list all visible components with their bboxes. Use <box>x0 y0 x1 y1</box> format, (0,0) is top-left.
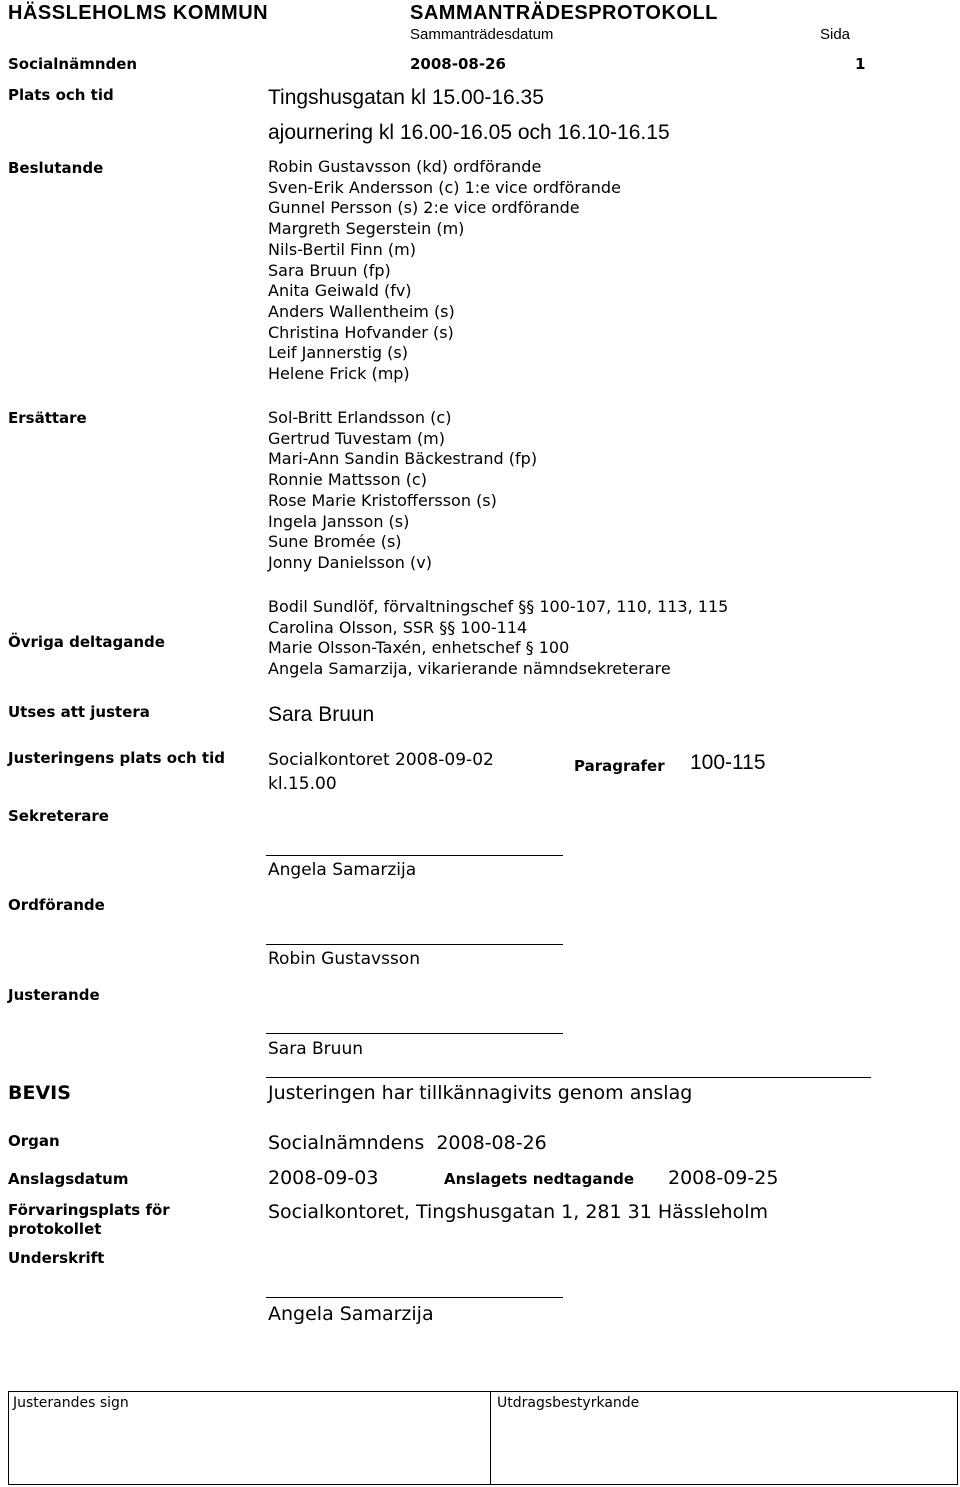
adjustment-place-time-line1: Socialkontoret 2008-09-02 <box>268 750 494 770</box>
list-item: Christina Hofvander (s) <box>268 322 454 342</box>
adjuster-signature-name: Sara Bruun <box>268 1039 363 1059</box>
place-time-line2: ajournering kl 16.00-16.05 och 16.10-16.15 <box>268 121 670 144</box>
list-item: Margreth Segerstein (m) <box>268 219 465 239</box>
list-item: Angela Samarzija, vikarierande nämndsekreterare <box>268 659 671 679</box>
list-item: Sol-Britt Erlandsson (c) <box>268 408 452 427</box>
document-type: SAMMANTRÄDESPROTOKOLL <box>410 2 718 24</box>
place-time-label: Plats och tid <box>8 86 114 104</box>
paragraphs-value: 100-115 <box>690 751 766 774</box>
substitutes-list <box>268 408 537 574</box>
chairman-signature-line <box>266 944 563 945</box>
chairman-name: Robin Gustavsson <box>268 949 420 969</box>
list-item: Nils-Bertil Finn (m) <box>268 239 416 259</box>
chairman-label: Ordförande <box>8 896 105 914</box>
paragraphs-label: Paragrafer <box>574 757 665 775</box>
page-number: 1 <box>855 55 866 73</box>
secretary-label: Sekreterare <box>8 807 109 825</box>
list-item: Marie Olsson-Taxén, enhetschef § 100 <box>268 638 570 658</box>
list-item: Gertrud Tuvestam (m) <box>268 428 446 448</box>
committee-name: Socialnämnden <box>8 55 138 73</box>
adjuster-signature-line <box>266 1033 563 1034</box>
other-participants-list <box>268 597 728 680</box>
removal-date-value: 2008-09-25 <box>668 1167 779 1189</box>
posting-date-value: 2008-09-03 <box>268 1167 379 1189</box>
organ-value: Socialnämndens 2008-08-26 <box>268 1132 547 1154</box>
other-participants-label: Övriga deltagande <box>8 633 165 651</box>
bevis-top-line <box>266 1077 871 1078</box>
signature-box-divider <box>490 1391 491 1484</box>
storage-place-label-2: protokollet <box>8 1220 102 1238</box>
adjuster-label: Utses att justera <box>8 703 150 721</box>
posting-date-label: Anslagsdatum <box>8 1170 129 1188</box>
page-label: Sida <box>820 26 851 43</box>
signature-name: Angela Samarzija <box>268 1303 434 1325</box>
meeting-date: 2008-08-26 <box>410 55 506 73</box>
list-item: Gunnel Persson (s) 2:e vice ordförande <box>268 198 580 218</box>
list-item: Sara Bruun (fp) <box>268 260 391 280</box>
place-time-line1: Tingshusgatan kl 15.00-16.35 <box>268 86 544 109</box>
organ-label: Organ <box>8 1132 60 1150</box>
list-item: Anders Wallentheim (s) <box>268 301 455 321</box>
list-item: Leif Jannerstig (s) <box>268 343 408 363</box>
list-item: Helene Frick (mp) <box>268 364 410 384</box>
list-item: Bodil Sundlöf, förvaltningschef §§ 100-107, 110, 113, 115 <box>268 597 729 616</box>
list-item: Ronnie Mattsson (c) <box>268 470 427 490</box>
signature-line <box>266 1297 563 1298</box>
secretary-name: Angela Samarzija <box>268 860 417 880</box>
list-item: Anita Geiwald (fv) <box>268 281 412 301</box>
list-item: Ingela Jansson (s) <box>268 511 410 531</box>
list-item: Sune Bromée (s) <box>268 532 402 552</box>
list-item: Mari-Ann Sandin Bäckestrand (fp) <box>268 449 538 469</box>
adjuster-sign-label: Justerandes sign <box>13 1395 129 1411</box>
proof-heading: BEVIS <box>8 1082 71 1104</box>
list-item: Robin Gustavsson (kd) ordförande <box>268 157 542 176</box>
list-item: Sven-Erik Andersson (c) 1:e vice ordförande <box>268 177 621 197</box>
secretary-signature-line <box>266 855 563 856</box>
substitutes-label: Ersättare <box>8 409 87 427</box>
deciding-members-label: Beslutande <box>8 159 104 177</box>
proof-text: Justeringen har tillkännagivits genom anslag <box>268 1082 693 1104</box>
removal-date-label: Anslagets nedtagande <box>444 1170 635 1188</box>
storage-place-label-1: Förvaringsplats för <box>8 1201 170 1219</box>
storage-place-value: Socialkontoret, Tingshusgatan 1, 281 31 Hässleholm <box>268 1201 769 1223</box>
adjuster-name: Sara Bruun <box>268 703 375 726</box>
extract-certification-label: Utdragsbestyrkande <box>497 1395 640 1411</box>
deciding-members-list <box>268 157 621 385</box>
meeting-date-label: Sammanträdesdatum <box>410 26 554 43</box>
adjustment-place-time-label: Justeringens plats och tid <box>8 749 225 767</box>
municipality-name: HÄSSLEHOLMS KOMMUN <box>8 2 269 24</box>
signature-box <box>8 1391 958 1485</box>
list-item: Jonny Danielsson (v) <box>268 552 432 572</box>
adjustment-place-time-line2: kl.15.00 <box>268 774 337 794</box>
signature-label: Underskrift <box>8 1249 105 1267</box>
list-item: Rose Marie Kristoffersson (s) <box>268 490 497 510</box>
list-item: Carolina Olsson, SSR §§ 100-114 <box>268 617 528 637</box>
adjuster-signature-label: Justerande <box>8 986 100 1004</box>
